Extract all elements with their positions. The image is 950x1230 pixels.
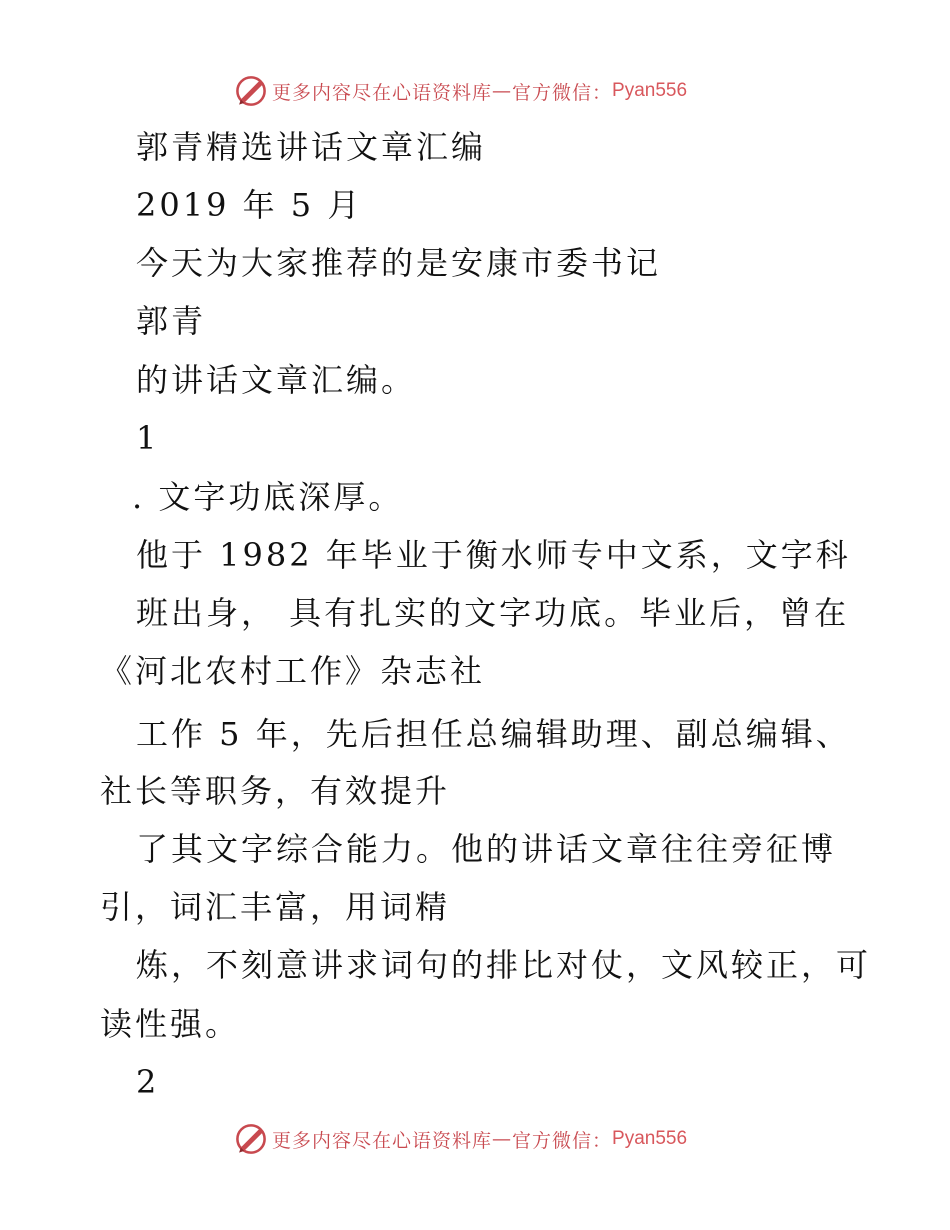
- watermark-suffix: 官方微信：: [512, 81, 613, 104]
- watermark-header: [234, 71, 687, 111]
- text-line: 炼，不刻意讲求词句的排比对仗，文风较正，可: [136, 946, 872, 984]
- text-line: 《河北农村工作》杂志社: [100, 652, 486, 690]
- watermark-dash: —: [492, 1128, 513, 1150]
- watermark-footer: [234, 1119, 687, 1159]
- watermark-handle: Pyan556: [612, 1128, 688, 1149]
- text-line: 班出身， 具有扎实的文字功底。毕业后，曾在: [136, 594, 850, 632]
- pen-logo-icon: [234, 1122, 268, 1156]
- text-line: 郭青: [136, 302, 207, 340]
- text-line: 今天为大家推荐的是安康市委书记: [136, 244, 662, 282]
- text-line: 社长等职务，有效提升: [100, 772, 451, 810]
- watermark-suffix: 官方微信：: [512, 1129, 613, 1152]
- watermark-prefix: 更多内容尽在心语资料库: [272, 1129, 493, 1152]
- text-line: 了其文字综合能力。他的讲话文章往往旁征博: [136, 830, 837, 868]
- doc-title: 郭青精选讲话文章汇编: [136, 128, 487, 166]
- text-line: 的讲话文章汇编。: [136, 361, 417, 399]
- watermark-dash: —: [492, 80, 513, 102]
- text-line: 引，词汇丰富，用词精: [100, 888, 451, 926]
- text-line: 他于 1982 年毕业于衡水师专中文系，文字科: [136, 536, 851, 574]
- section-number: 2: [136, 1063, 160, 1101]
- pen-logo-icon: [234, 74, 268, 108]
- watermark-handle: Pyan556: [612, 80, 688, 101]
- text-line: 读性强。: [100, 1005, 241, 1043]
- watermark-prefix: 更多内容尽在心语资料库: [272, 81, 493, 104]
- doc-date: 2019 年 5 月: [136, 186, 363, 224]
- text-line: 工作 5 年，先后担任总编辑助理、副总编辑、: [136, 715, 851, 753]
- section-number: 1: [136, 419, 160, 457]
- section-heading: . 文字功底深厚。: [132, 478, 404, 516]
